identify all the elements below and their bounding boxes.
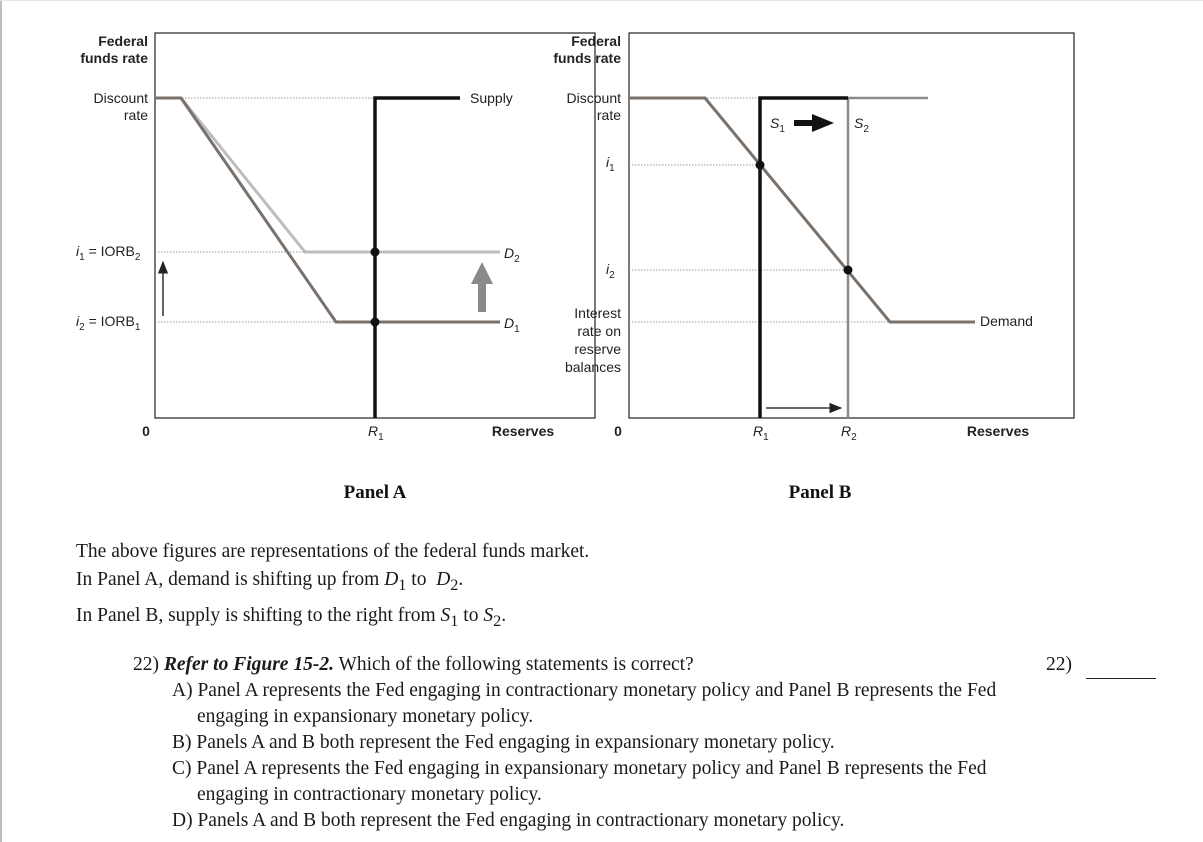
- panel-b-x-axis-title: Reserves: [966, 423, 1030, 439]
- panel-b-iorb-label-line4: balances: [564, 359, 621, 375]
- panel-b-equilibrium-s1: [756, 161, 765, 170]
- answer-blank-line[interactable]: [1086, 678, 1156, 679]
- panel-a-demand-d2-curve: [155, 98, 500, 252]
- panel-a-title: Panel A: [343, 482, 407, 503]
- caption-line-2: In Panel A, demand is shifting up from $D_1$ to $D_2$.: [76, 569, 464, 594]
- panel-b-discount-label-line1: Discount: [566, 90, 621, 106]
- option-a[interactable]: A) Panel A represents the Fed engaging in contractionary monetary policy and Panel B represents the Fed engaging in expansionary monetary policy.: [172, 680, 997, 727]
- caption-line-1: The above figures are representations of the federal funds market.: [76, 541, 590, 562]
- panel-a-r1-label: $R_1$: [368, 423, 384, 443]
- panel-a-origin-label: 0: [142, 423, 150, 439]
- panel-a-discount-label-line1: Discount: [93, 90, 148, 106]
- panel-a-discount-label-line2: rate: [123, 107, 148, 123]
- panel-b-title: Panel B: [788, 482, 852, 503]
- panel-b-plot-frame: [629, 33, 1074, 418]
- panel-a: [76, 33, 595, 503]
- panel-b-r1-label: $R_1$: [753, 423, 769, 443]
- panel-a-equilibrium-d1: [371, 318, 380, 327]
- figure-caption: [76, 538, 589, 635]
- panel-b-r2-label: $R_2$: [841, 423, 857, 443]
- panel-b-iorb-label-line1: Interest: [574, 305, 621, 321]
- panel-a-y-axis-title-line2: funds rate: [80, 50, 148, 66]
- panel-b-iorb-label-line2: rate on: [577, 323, 621, 339]
- panel-b-i1-label: $i_1$: [606, 154, 615, 174]
- panel-a-equilibrium-d2: [371, 248, 380, 257]
- panel-b-y-axis-title-line1: Federal: [571, 33, 621, 49]
- panel-a-d1-label: $D_1$: [504, 315, 520, 335]
- panel-b-supply-s1-curve: [760, 98, 848, 418]
- panel-b: [553, 33, 1074, 503]
- panel-b-s1-label: $S_1$: [770, 115, 785, 135]
- panel-a-y-axis-title-line1: Federal: [98, 33, 148, 49]
- panel-a-d2-label: $D_2$: [504, 245, 520, 265]
- panel-b-origin-label: 0: [614, 423, 622, 439]
- panel-b-equilibrium-s2: [844, 266, 853, 275]
- panel-b-supply-s2-curve: [848, 98, 928, 418]
- panel-b-demand-label: Demand: [980, 313, 1033, 329]
- question-22: [133, 652, 1033, 834]
- panel-a-supply-label: Supply: [470, 90, 513, 106]
- panel-b-iorb-label-line3: reserve: [574, 341, 621, 357]
- question-stem: 22) Refer to Figure 15-2. Which of the following statements is correct?: [133, 654, 694, 675]
- panel-b-s2-label: $S_2$: [854, 115, 869, 135]
- panel-b-demand-curve: [629, 98, 975, 322]
- panel-a-i2-iorb1-label: $i_2$ = $IORB_1$: [76, 313, 141, 333]
- panel-a-supply-curve: [375, 98, 460, 418]
- panel-b-discount-label-line2: rate: [596, 107, 621, 123]
- caption-line-3: In Panel B, supply is shifting to the right from $S_1$ to $S_2$.: [76, 604, 507, 630]
- panel-b-y-axis-title-line2: funds rate: [553, 50, 621, 66]
- panel-b-supply-shift-arrow: [794, 114, 834, 132]
- option-b[interactable]: B) Panels A and B both represent the Fed engaging in expansionary monetary policy.: [172, 732, 835, 753]
- panel-a-x-axis-title: Reserves: [491, 423, 555, 439]
- option-c[interactable]: C) Panel A represents the Fed engaging in expansionary monetary policy and Panel B represents the Fed engaging in contractionary monetary policy.: [172, 758, 987, 805]
- panel-a-i1-iorb2-label: $i_1$ = $IORB_2$: [76, 243, 141, 263]
- panel-b-i2-label: $i_2$: [606, 261, 615, 281]
- answer-number-label: 22): [1046, 654, 1072, 675]
- panel-a-demand-shift-arrow: [471, 262, 493, 312]
- option-d[interactable]: D) Panels A and B both represent the Fed engaging in contractionary monetary policy.: [172, 810, 845, 831]
